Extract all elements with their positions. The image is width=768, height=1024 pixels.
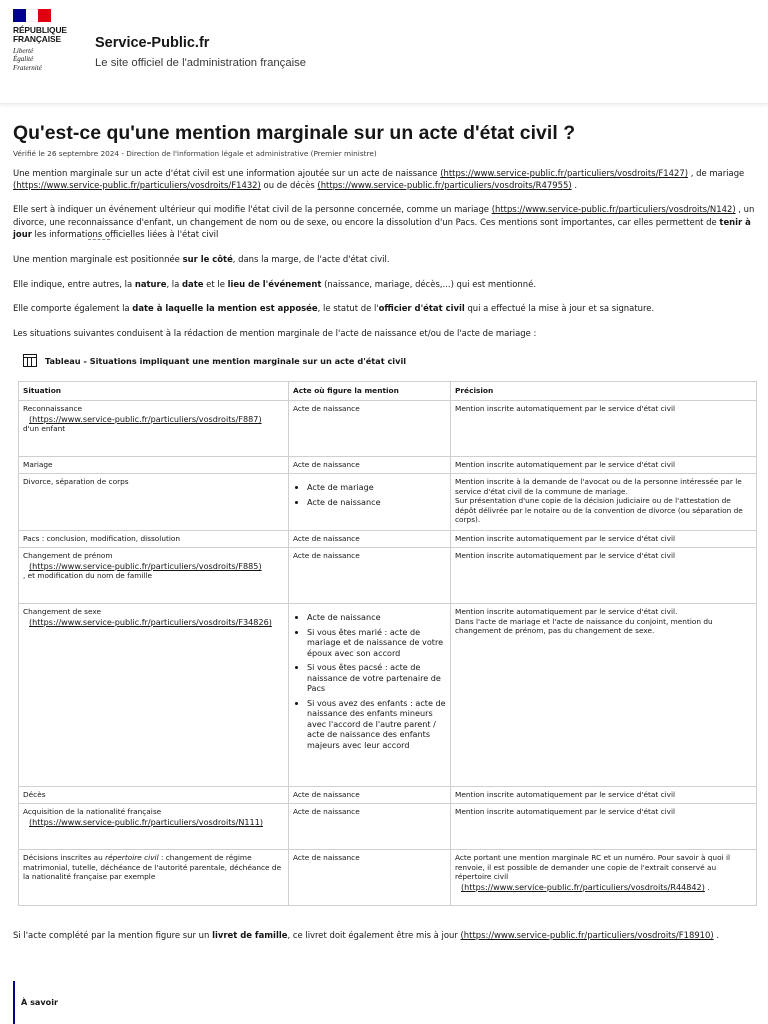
- column-header: Acte où figure la mention: [289, 382, 451, 401]
- situation-cell: Mariage: [19, 457, 289, 474]
- republic-motto: Liberté Égalité Fraternité: [13, 47, 42, 72]
- table-icon: [23, 354, 37, 367]
- table-row: [19, 850, 757, 906]
- link-mariage[interactable]: (https://www.service-public.fr/particuliers/vosdroits/N142): [491, 204, 736, 215]
- verification-date: Vérifié le 26 septembre 2024 - Direction de l'information légale et administrative (Premier ministre): [13, 149, 377, 158]
- precision-cell: Mention inscrite automatiquement par le service d'état civil. Dans l'acte de mariage et l'acte de naissance du conjoint, mention du changement de prénom, pas du changement de sexe.: [451, 604, 757, 787]
- dashed-underline: [88, 239, 110, 240]
- situation-link[interactable]: (https://www.service-public.fr/particuliers/vosdroits/F885): [29, 560, 262, 571]
- precision-cell: Mention inscrite automatiquement par le service d'état civil: [451, 401, 757, 457]
- paragraph-situations-intro: Les situations suivantes conduisent à la rédaction de mention marginale de l'acte de naissance et/ou de l'acte de mariage :: [13, 327, 537, 338]
- link-livret-famille[interactable]: (https://www.service-public.fr/particuliers/vosdroits/F18910): [460, 930, 714, 940]
- precision-cell: Mention inscrite à la demande de l'avocat ou de la personne intéressée par le service d'état civil de la commune de mariage. Sur présentation d'une copie de la décision judiciaire ou de l'attestation de dépôt délivrée par le notaire ou de la convention de divorce (ou séparation de corps).: [451, 474, 757, 531]
- livret-de-famille-note: Si l'acte complété par la mention figure sur un livret de famille, ce livret doit également être mis à jour (https://www.service-public.fr/particuliers/vosdroits/F18910) .: [13, 930, 720, 940]
- acte-cell: Acte de naissance: [289, 804, 451, 850]
- situation-cell: Changement de sexe: [23, 607, 102, 616]
- situation-cell: Acquisition de la nationalité française: [23, 807, 162, 816]
- acte-cell: Acte de naissance: [289, 787, 451, 804]
- acte-cell: Acte de naissance: [289, 531, 451, 548]
- situation-link[interactable]: (https://www.service-public.fr/particuliers/vosdroits/N111): [29, 816, 263, 827]
- paragraph-definition: Une mention marginale sur un acte d'état civil est une information ajoutée sur un acte de naissance (https://www.service-public.fr/particuliers/vosdroits/F1427) , de mariage (https://www.service-public.fr/particuliers/vosdroits/F1432) ou de décès (https://www.service-public.fr/particuliers/vosdroits/R47955) .: [13, 168, 745, 191]
- situations-table: [18, 381, 757, 906]
- link-acte-deces[interactable]: (https://www.service-public.fr/particuliers/vosdroits/R47955): [317, 180, 572, 191]
- column-header: Précision: [451, 382, 757, 401]
- acte-cell: Acte de naissance: [289, 457, 451, 474]
- paragraph-content: Elle indique, entre autres, la nature, la date et le lieu de l'événement (naissance, mariage, décès,...) qui est mentionné.: [13, 279, 536, 290]
- a-savoir-title: À savoir: [21, 997, 58, 1007]
- link-acte-naissance[interactable]: (https://www.service-public.fr/particuliers/vosdroits/F1427): [440, 168, 689, 178]
- site-name[interactable]: Service-Public.fr: [95, 35, 210, 51]
- table-row: [19, 474, 757, 531]
- situation-cell: Divorce, séparation de corps: [19, 474, 289, 531]
- acte-cell: Acte de naissance: [289, 850, 451, 906]
- a-savoir-callout: [13, 981, 58, 1024]
- table-row: [19, 787, 757, 804]
- site-header: [0, 0, 768, 104]
- table-row: [19, 531, 757, 548]
- precision-cell: Mention inscrite automatiquement par le service d'état civil: [451, 548, 757, 604]
- site-tagline: Le site officiel de l'administration française: [95, 57, 307, 69]
- situation-cell: Changement de prénom: [23, 551, 113, 560]
- situation-link[interactable]: (https://www.service-public.fr/particuliers/vosdroits/F887): [29, 413, 262, 424]
- precision-cell: Mention inscrite automatiquement par le service d'état civil: [451, 787, 757, 804]
- situation-link[interactable]: (https://www.service-public.fr/particuliers/vosdroits/F34826): [29, 616, 272, 627]
- paragraph-purpose: Elle sert à indiquer un événement ultérieur qui modifie l'état civil de la personne concernée, comme un mariage (https://www.service-public.fr/particuliers/vosdroits/N142) , un divorce, une reconnaissance d'enfant, un changement de nom ou de sexe, ou encore la dissolution d'un Pacs. Ces mentions sont importantes, car elles permettent de tenir à jour les informations officielles liées à l'état civil: [13, 204, 755, 239]
- paragraph-position: Une mention marginale est positionnée sur le côté, dans la marge, de l'acte d'état civil.: [13, 254, 390, 265]
- precision-link[interactable]: (https://www.service-public.fr/particuliers/vosdroits/R44842): [461, 881, 705, 892]
- table-row: [19, 804, 757, 850]
- table-title: Tableau - Situations impliquant une mention marginale sur un acte d'état civil: [45, 355, 407, 366]
- acte-cell: • Acte de naissance • Si vous êtes marié : acte de mariage et de naissance de votre époux avec son accord • Si vous êtes pacsé : acte de naissance de votre partenaire de Pacs • Si vous avez des enfants : acte de naissance des enfants mineurs avec l'accord de l'autre parent / acte de naissance des enfants majeurs avec leur accord: [289, 604, 451, 787]
- table-row: [19, 604, 757, 787]
- republique-francaise-logo[interactable]: [13, 9, 73, 72]
- situation-cell: Décisions inscrites au répertoire civil : changement de régime matrimonial, tutelle, déchéance de l'autorité parentale, déchéance de la nationalité française par exemple: [19, 850, 289, 906]
- precision-cell: Mention inscrite automatiquement par le service d'état civil: [451, 457, 757, 474]
- republique-label: RÉPUBLIQUE FRANÇAISE: [13, 25, 67, 44]
- french-flag-icon: [13, 9, 51, 22]
- table-row: [19, 457, 757, 474]
- acte-cell: Acte de naissance: [289, 548, 451, 604]
- situation-cell: Reconnaissance: [23, 404, 83, 413]
- table-row: Changement de prénom (https://www.service-public.fr/particuliers/vosdroits/F885) , et modification du nom de famille Acte de naissance Mention inscrite automatiquement par le service d'état civil: [19, 548, 757, 604]
- link-acte-mariage[interactable]: (https://www.service-public.fr/particuliers/vosdroits/F1432): [13, 180, 261, 191]
- situation-cell: Pacs : conclusion, modification, dissolution: [19, 531, 289, 548]
- precision-cell: Mention inscrite automatiquement par le service d'état civil: [451, 531, 757, 548]
- table-header-row: [19, 382, 757, 401]
- acte-cell: • Acte de mariage • Acte de naissance: [289, 474, 451, 531]
- column-header: Situation: [19, 382, 289, 401]
- table-caption: [23, 354, 406, 367]
- paragraph-details: Elle comporte également la date à laquelle la mention est apposée, le statut de l'officier d'état civil qui a effectué la mise à jour et sa signature.: [13, 303, 655, 314]
- situation-cell: Décès: [19, 787, 289, 804]
- site-brand[interactable]: [95, 34, 306, 70]
- article-body: [13, 121, 758, 339]
- precision-cell: Acte portant une mention marginale RC et un numéro. Pour savoir à quoi il renvoie, il est possible de demander une copie de l'extrait conservé au répertoire civil (https://www.service-public.fr/particuliers/vosdroits/R44842) .: [451, 850, 757, 906]
- acte-cell: Acte de naissance: [289, 401, 451, 457]
- precision-cell: Mention inscrite automatiquement par le service d'état civil: [451, 804, 757, 850]
- page-title: Qu'est-ce qu'une mention marginale sur un acte d'état civil ?: [13, 122, 576, 144]
- table-row: Reconnaissance (https://www.service-public.fr/particuliers/vosdroits/F887) d'un enfant Acte de naissance Mention inscrite automatiquement par le service d'état civil: [19, 401, 757, 457]
